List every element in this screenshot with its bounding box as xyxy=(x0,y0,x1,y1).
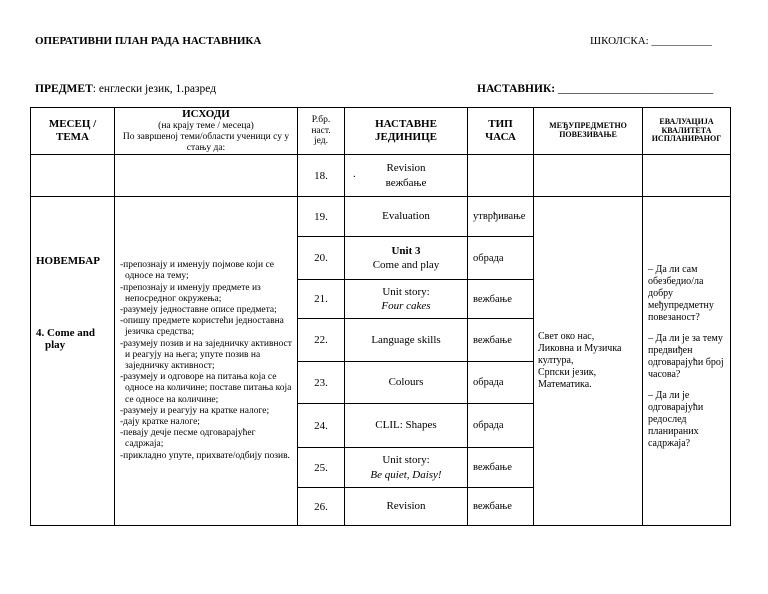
col-month-header: МЕСЕЦ / ТЕМА xyxy=(31,108,115,155)
plan-table xyxy=(30,107,731,526)
col-outcomes-header: ИСХОДИ (на крају теме / месеца) По завршеној теми/области ученици су у стању да: xyxy=(115,108,298,155)
page-title: ОПЕРАТИВНИ ПЛАН РАДА НАСТАВНИКА xyxy=(35,35,262,47)
col-num-header: Р.бр. наст. јед. xyxy=(298,108,345,155)
lesson-title: Language skills xyxy=(371,333,441,346)
lesson-number: 22. xyxy=(298,319,345,362)
outcome-item: -разумеју и реагују на кратке налоге; xyxy=(120,405,270,416)
outcomes-cell xyxy=(115,197,298,526)
lesson-unit xyxy=(345,280,468,319)
outcome-item: -разумеју позив и на заједничку активност и реагују на њега; упуте позив на заједничку активност; xyxy=(120,338,292,371)
lesson-type: вежбање xyxy=(468,488,534,526)
outcome-item: -прикладно упуте, прихвате/одбију позив. xyxy=(120,450,290,461)
lesson-unit xyxy=(345,197,468,237)
subject-link: Математика. xyxy=(538,379,592,390)
lesson-title: Revision xyxy=(386,500,426,513)
month-label: НОВЕМБАР xyxy=(36,255,100,267)
subject-value: : енглески језик, 1.разред xyxy=(92,83,217,95)
lesson-number: 20. xyxy=(298,237,345,280)
outcome-item: -разумеју једноставне описе предмета; xyxy=(120,304,277,315)
table-row xyxy=(31,155,731,197)
outcome-item: -певају дечје песме одговарајућег садржаја; xyxy=(120,428,256,450)
header-row xyxy=(31,108,731,155)
lesson-unit xyxy=(345,448,468,488)
lesson-number: 19. xyxy=(298,197,345,237)
month-topic-cell xyxy=(31,197,115,526)
lesson-title: Unit story: xyxy=(382,285,430,298)
subject-link: Ликовна и Музичка xyxy=(538,343,622,354)
subject-link: култура, xyxy=(538,355,574,366)
lesson-title: Unit 3 xyxy=(391,244,421,257)
teacher-value: ___________________________ xyxy=(555,83,714,95)
teacher-label: НАСТАВНИК: xyxy=(477,83,556,95)
teacher-line xyxy=(477,83,713,95)
evaluation-question: – Да ли сам обезбедио/ла добру међупредметну повезаност? xyxy=(648,263,714,323)
lesson-unit xyxy=(345,237,468,280)
lesson-unit: . Revision вежбање xyxy=(345,155,468,197)
lesson-type: вежбање xyxy=(468,319,534,362)
outcome-item: -разумеју и одговоре на питања која се односе на количине; поставе питања која се односе на количине; xyxy=(120,372,292,405)
lesson-title: Evaluation xyxy=(382,210,430,223)
lesson-subtitle: Be quiet, Daisy! xyxy=(370,468,442,481)
topic-label: 4. Come and play xyxy=(36,327,95,351)
stray-dot: . xyxy=(353,168,356,180)
lesson-type: обрада xyxy=(468,404,534,448)
evaluation-question: – Да ли је одговарајући редослед планираних садржаја? xyxy=(648,389,704,449)
lesson-type: вежбање xyxy=(468,280,534,319)
lesson-title: Colours xyxy=(388,376,424,389)
subject-link: Свет око нас, xyxy=(538,331,595,342)
lesson-unit xyxy=(345,362,468,404)
col-unit-header: НАСТАВНЕ ЈЕДИНИЦЕ xyxy=(345,108,468,155)
lesson-title: CLIL: Shapes xyxy=(375,419,437,432)
lesson-type: утврђивање xyxy=(468,197,534,237)
subject-link: Српски језик, xyxy=(538,367,597,378)
lesson-number: 24. xyxy=(298,404,345,448)
lesson-subtitle: Four cakes xyxy=(381,300,431,312)
lesson-number: 26. xyxy=(298,488,345,526)
col-type-header: ТИП ЧАСА xyxy=(468,108,534,155)
subject-line xyxy=(35,83,216,95)
outcome-item: -препознају и именују појмове који се односе на тему; xyxy=(120,260,275,282)
lesson-subtitle: Come and play xyxy=(372,259,440,271)
lesson-unit xyxy=(345,404,468,448)
evaluation-question: – Да ли је за тему предвиђен одговарајући број часова? xyxy=(648,332,724,380)
lesson-type: обрада xyxy=(468,237,534,280)
col-eval-header: ЕВАЛУАЦИЈА КВАЛИТЕТА ИСПЛАНИРАНОГ xyxy=(643,108,731,155)
outcome-item: -опишу предмете користећи једноставна језичка средства; xyxy=(120,316,284,338)
lesson-number: 23. xyxy=(298,362,345,404)
outcome-item: -дају кратке налоге; xyxy=(120,417,200,428)
col-links-header: МЕЂУПРЕДМЕТНО ПОВЕЗИВАЊЕ xyxy=(534,108,643,155)
lesson-number: 25. xyxy=(298,448,345,488)
lesson-type: вежбање xyxy=(468,448,534,488)
cross-curricular-cell xyxy=(534,197,643,526)
lesson-type: обрада xyxy=(468,362,534,404)
school-year-field: ШКОЛСКА: ___________ xyxy=(590,35,712,47)
lesson-row xyxy=(31,197,731,237)
outcome-item: -препознају и именују предмете из непосредног окружења; xyxy=(120,282,261,304)
subject-label: ПРЕДМЕТ xyxy=(35,83,93,95)
lesson-unit xyxy=(345,488,468,526)
lesson-unit xyxy=(345,319,468,362)
lesson-title: Unit story: xyxy=(382,454,430,467)
lesson-number: 21. xyxy=(298,280,345,319)
lesson-number: 18. xyxy=(298,155,345,197)
evaluation-cell xyxy=(643,197,731,526)
